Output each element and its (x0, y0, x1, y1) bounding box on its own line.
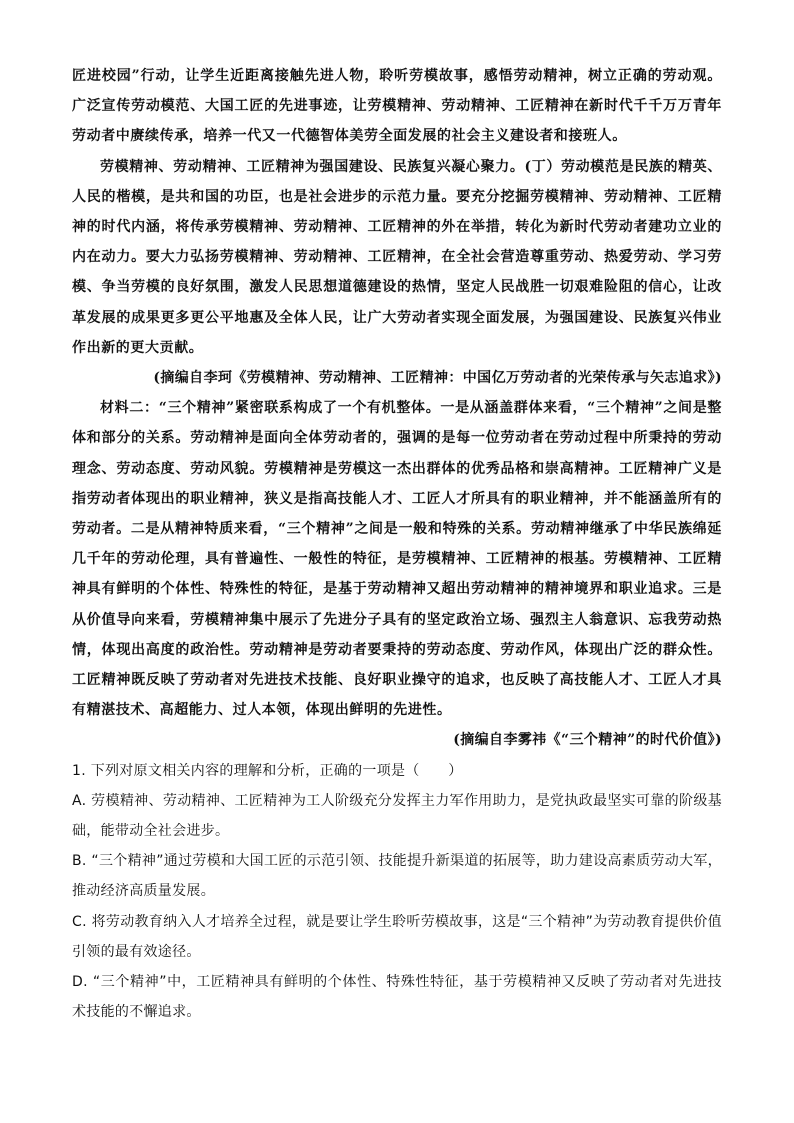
option-c[interactable]: C. 将劳动教育纳入人才培养全过程，就是要让学生聆听劳模故事，这是“三个精神”为劳动教育提供价值引领的最有效途径。 (72, 913, 722, 960)
option-b[interactable]: B. “三个精神”通过劳模和大国工匠的示范引领、技能提升新渠道的拓展等，助力建设高素质劳动大军，推动经济高质量发展。 (72, 853, 722, 900)
document-page (72, 61, 722, 1028)
option-a[interactable]: A. 劳模精神、劳动精神、工匠精神为工人阶级充分发挥主力军作用助力，是党执政最坚实可靠的阶级基础，能带动全社会进步。 (72, 792, 722, 840)
passage-paragraph-2: 劳模精神、劳动精神、工匠精神为强国建设、民族复兴凝心聚力。(丁）劳动模范是民族的精英、人民的楷模，是共和国的功臣，也是社会进步的示范力量。要充分挖掘劳模精神、劳动精神、工匠精神的时代内涵，将传承劳模精神、劳动精神、工匠精神的外在举措，转化为新时代劳动者建功立业的内在动力。要大力弘扬劳模精神、劳动精神、工匠精神，在全社会营造尊重劳动、热爱劳动、学习劳模、争当劳模的良好氛围，激发人民思想道德建设的热情，坚定人民战胜一切艰难险阻的信心，让改革发展的成果更多更公平地惠及全体人民，让广大劳动者实现全面发展，为强国建设、民族复兴伟业作出新的更大贡献。 (72, 158, 722, 356)
passage-paragraph-material-2: 材料二：“三个精神”紧密联系构成了一个有机整体。一是从涵盖群体来看，“三个精神”之间是整体和部分的关系。劳动精神是面向全体劳动者的，强调的是每一位劳动者在劳动过程中所秉持的劳动理念、劳动态度、劳动风貌。劳模精神是劳模这一杰出群体的优秀品格和崇高精神。工匠精神广义是指劳动者体现出的职业精神，狭义是指高技能人才、工匠人才所具有的职业精神，并不能涵盖所有的劳动者。二是从精神特质来看，“三个精神”之间是一般和特殊的关系。劳动精神继承了中华民族绵延几千年的劳动伦理，具有普遍性、一般性的特征，是劳模精神、工匠精神的根基。劳模精神、工匠精神具有鲜明的个体性、特殊性的特征，是基于劳动精神又超出劳动精神的精神境界和职业追求。三是从价值导向来看，劳模精神集中展示了先进分子具有的坚定政治立场、强烈主人翁意识、忘我劳动热情，体现出高度的政治性。劳动精神是劳动者要秉持的劳动态度、劳动作风，体现出广泛的群众性。工匠精神既反映了劳动者对先进技术技能、良好职业操守的追求，也反映了高技能人才、工匠人才具有精湛技术、高超能力、过人本领，体现出鲜明的先进性。 (72, 400, 722, 719)
option-d[interactable]: D. “三个精神”中，工匠精神具有鲜明的个体性、特殊性特征，基于劳模精神又反映了劳动者对先进技术技能的不懈追求。 (72, 974, 722, 1021)
source-citation-2: (摘编自李雾祎《“三个精神”的时代价值》) (453, 732, 722, 749)
source-citation-1: (摘编自李珂《劳模精神、劳动精神、工匠精神：中国亿万劳动者的光荣传承与矢志追求》) (153, 370, 722, 387)
question-stem: 1. 下列对原文相关内容的理解和分析，正确的一项是（ ） (72, 762, 463, 779)
question-block (72, 756, 722, 1028)
passage-paragraph-1: 匠进校园”行动，让学生近距离接触先进人物，聆听劳模故事，感悟劳动精神，树立正确的劳动观。广泛宣传劳动模范、大国工匠的先进事迹，让劳模精神、劳动精神、工匠精神在新时代千千万万青年劳动者中赓续传承，培养一代又一代德智体美劳全面发展的社会主义建设者和接班人。 (72, 68, 722, 145)
